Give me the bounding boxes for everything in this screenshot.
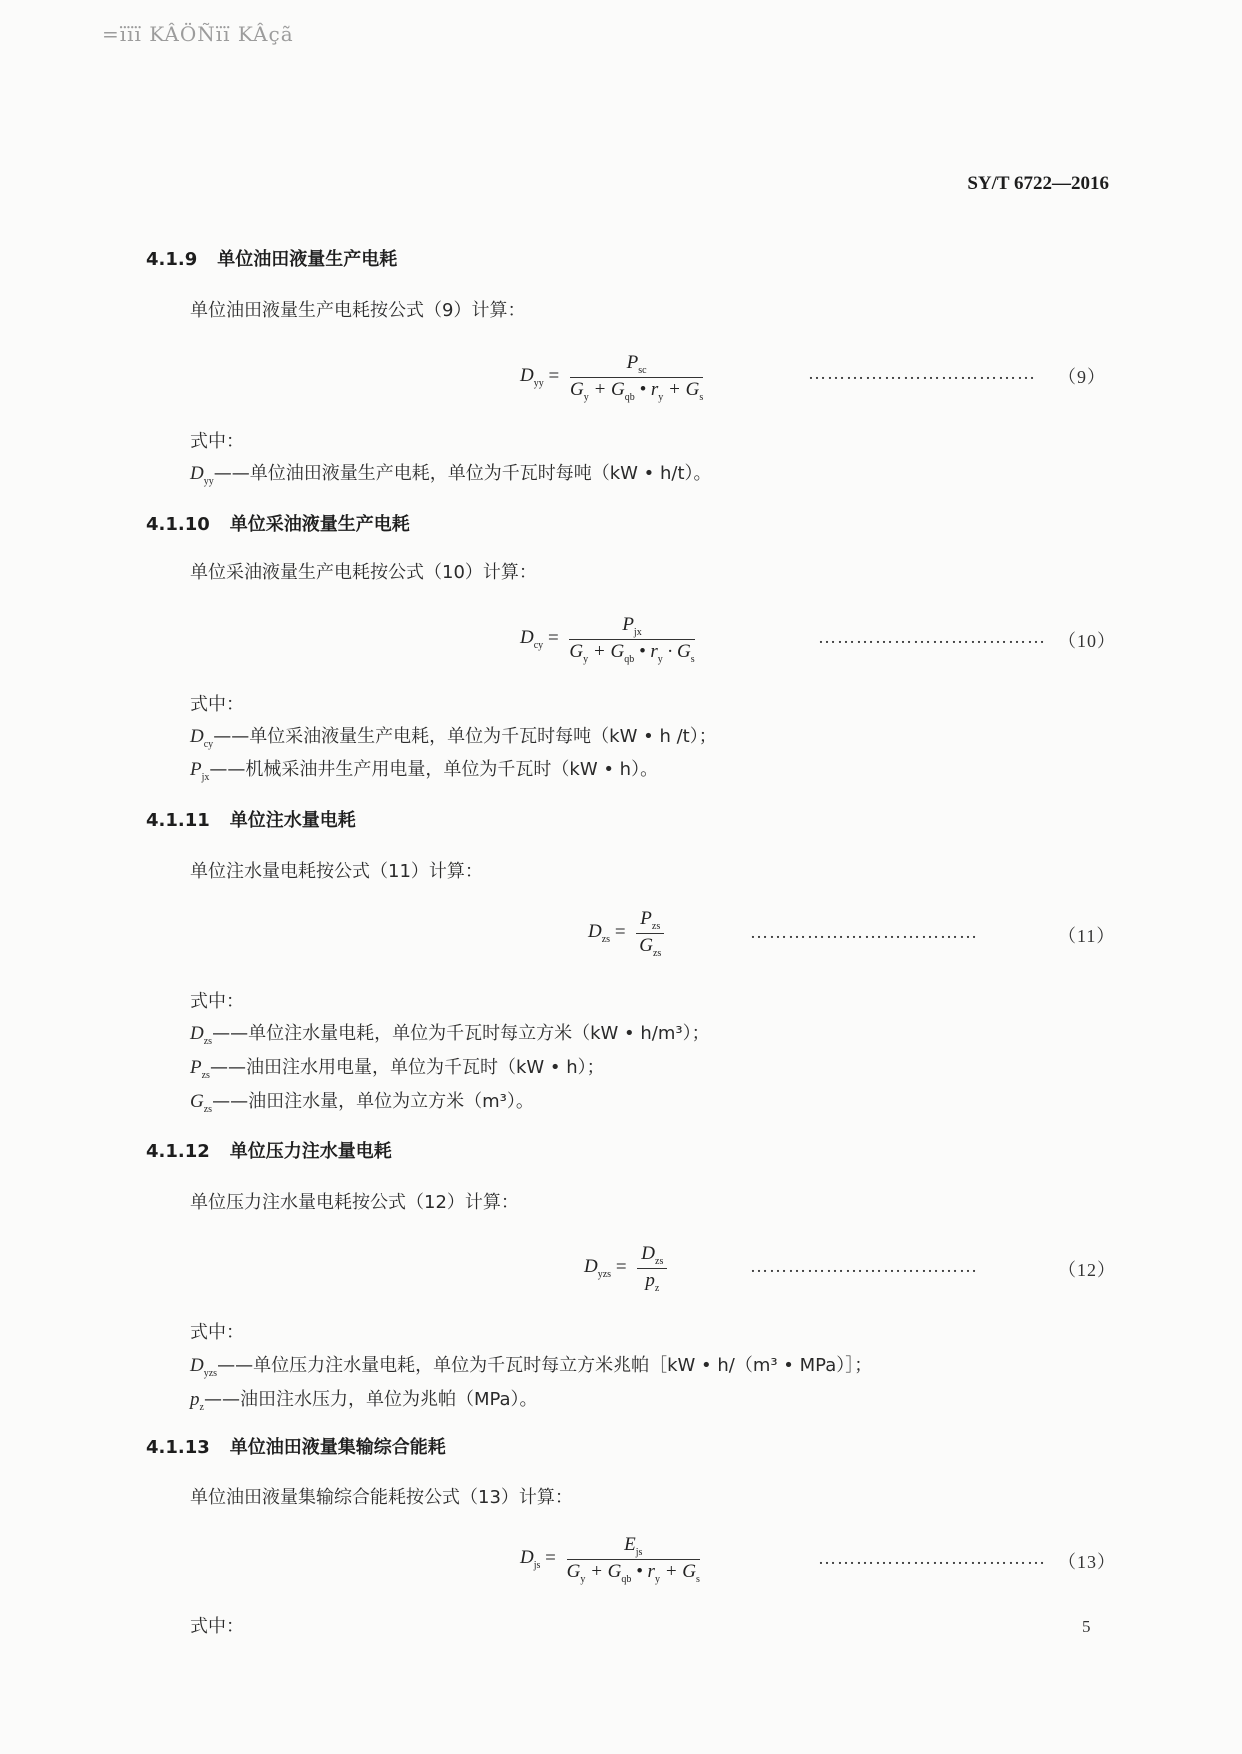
page-number: 5 bbox=[1082, 1617, 1091, 1636]
denominator: $G_y + G_{qb}$ • $r_y + G_s$ bbox=[569, 378, 704, 403]
where-label: 式中： bbox=[190, 1322, 244, 1343]
paragraph: 单位注水量电耗按公式（11）计算： bbox=[190, 861, 483, 882]
formula: $D_{js}$ = $\frac{E_{js}}{G_y + G_{qb} • r_y + G_s}$ bbox=[520, 1534, 700, 1585]
definition: $D_{zs}——$单位注水量电耗，单位为千瓦时每立方米（kW • h/m³）； bbox=[190, 1023, 710, 1047]
definition: $P_{zs}——$油田注水用电量，单位为千瓦时（kW • h）； bbox=[190, 1057, 605, 1081]
section-title: 单位注水量电耗 bbox=[229, 810, 356, 831]
denominator: $G_y + G_{qb}$ • $r_y + G_s$ bbox=[566, 1560, 700, 1585]
formula: $D_{zs}$ = $\frac{P_{zs}}{G_{zs}}$ bbox=[588, 908, 664, 959]
numerator: $P_{zs}$ bbox=[636, 908, 664, 934]
definition: $p_z——$油田注水压力，单位为兆帕（MPa）。 bbox=[190, 1389, 538, 1413]
numerator: $E_{js}$ bbox=[567, 1534, 700, 1560]
leader-dots: ……………………………… bbox=[750, 1256, 978, 1276]
formula-lhs: $D_{yy}$ bbox=[520, 365, 544, 390]
section-title: 单位油田液量生产电耗 bbox=[217, 249, 398, 270]
formula: $D_{cy}$ = $\frac{P_{jx}}{G_y + G_{qb} • r_y \cdot G_s}$ bbox=[520, 614, 695, 665]
fraction bbox=[636, 908, 664, 959]
section-heading bbox=[146, 1433, 446, 1459]
fraction bbox=[637, 1243, 667, 1294]
equation-number: （12） bbox=[1058, 1260, 1116, 1280]
fraction bbox=[569, 614, 694, 665]
section-heading bbox=[146, 1137, 392, 1163]
definition: $G_{zs}——$油田注水量，单位为立方米（m³）。 bbox=[190, 1091, 534, 1115]
paragraph: 单位油田液量集输综合能耗按公式（13）计算： bbox=[190, 1487, 573, 1508]
section-title: 单位压力注水量电耗 bbox=[229, 1141, 392, 1162]
section-heading bbox=[146, 510, 410, 536]
section-title: 单位油田液量集输综合能耗 bbox=[229, 1437, 446, 1458]
where-label: 式中： bbox=[190, 991, 244, 1012]
leader-dots: ……………………………… bbox=[818, 1548, 1046, 1568]
leader-dots: ……………………………… bbox=[818, 627, 1046, 647]
where-label: 式中： bbox=[190, 431, 244, 452]
denominator: $G_y + G_{qb}$ • $r_y \cdot G_s$ bbox=[569, 640, 695, 665]
section-number: 4.1.12 bbox=[146, 1141, 210, 1162]
paragraph: 单位油田液量生产电耗按公式（9）计算： bbox=[190, 300, 526, 321]
equation-number: （11） bbox=[1058, 926, 1116, 946]
numerator: $D_{zs}$ bbox=[637, 1243, 667, 1269]
fraction bbox=[567, 1534, 700, 1585]
standard-number: SY/T 6722—2016 bbox=[967, 173, 1109, 194]
section-number: 4.1.13 bbox=[146, 1437, 210, 1458]
section-heading bbox=[146, 245, 397, 271]
section-heading bbox=[146, 806, 356, 832]
leader-dots: ……………………………… bbox=[750, 922, 978, 942]
definition: $D_{cy}——$单位采油液量生产电耗，单位为千瓦时每吨（kW • h /t）； bbox=[190, 726, 717, 750]
section-title: 单位采油液量生产电耗 bbox=[229, 514, 410, 535]
where-label: 式中： bbox=[190, 694, 244, 715]
definition: $D_{yzs}——$单位压力注水量电耗，单位为千瓦时每立方米兆帕［kW • h/（m³ • MPa）］； bbox=[190, 1355, 873, 1379]
numerator: $P_{sc}$ bbox=[570, 352, 703, 378]
where-label: 式中： bbox=[190, 1616, 244, 1637]
denominator: $p_z$ bbox=[645, 1269, 660, 1294]
leader-dots: ……………………………… bbox=[808, 363, 1036, 383]
definition: $D_{yy}——$单位油田液量生产电耗，单位为千瓦时每吨（kW • h/t）。 bbox=[190, 463, 712, 487]
numerator: $P_{jx}$ bbox=[569, 614, 694, 640]
denominator: $G_{zs}$ bbox=[639, 934, 662, 959]
section-number: 4.1.11 bbox=[146, 810, 210, 831]
equation-number: （9） bbox=[1058, 367, 1106, 387]
definition: $P_{jx}——$机械采油井生产用电量，单位为千瓦时（kW • h）。 bbox=[190, 759, 659, 783]
fraction bbox=[570, 352, 703, 403]
formula: $D_{yy}$ = $\frac{P_{sc}}{G_y + G_{qb} • r_y + G_s}$ bbox=[520, 352, 704, 403]
formula: $D_{yzs}$ = $\frac{D_{zs}}{p_z}$ bbox=[584, 1243, 667, 1294]
paragraph: 单位压力注水量电耗按公式（12）计算： bbox=[190, 1192, 519, 1213]
equation-number: （13） bbox=[1058, 1552, 1116, 1572]
paragraph: 单位采油液量生产电耗按公式（10）计算： bbox=[190, 562, 537, 583]
scan-header-text: =ïïï KÂÖÑïï KÂçã bbox=[102, 22, 294, 46]
section-number: 4.1.9 bbox=[146, 249, 198, 270]
equation-number: （10） bbox=[1058, 631, 1116, 651]
section-number: 4.1.10 bbox=[146, 514, 210, 535]
